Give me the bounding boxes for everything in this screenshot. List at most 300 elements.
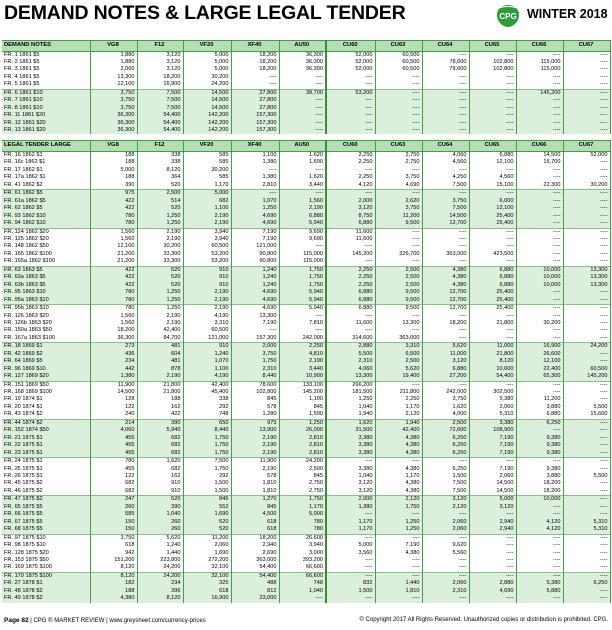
price-cell: ---- [563,542,610,549]
price-cell: ---- [516,557,563,564]
price-cell: 5,310 [563,519,610,526]
price-cell: 520 [137,205,183,212]
price-cell: 18,200 [516,488,563,496]
price-cell: 6,880 [516,411,563,419]
table-row [2,588,610,595]
note-name-cell: FR. 63 1863 $5 [2,266,90,274]
price-cell: 3,380 [469,419,516,427]
note-name-cell: FR. 16c 1862 $1 [4,159,46,166]
price-cell: 3,750 [90,97,137,104]
table-row [2,542,610,549]
price-cell: ---- [422,335,469,343]
price-cell: 1,810 [231,480,279,487]
price-cell: 1,240 [137,542,183,549]
price-cell: 3,750 [422,396,469,403]
price-cell: ---- [326,81,375,89]
price-cell: 780 [90,213,137,220]
price-cell: 1,560 [90,313,137,320]
price-cell: ---- [563,381,610,389]
price-cell: ---- [563,435,610,442]
price-cell: ---- [375,258,422,266]
price-cell: 26,600 [279,534,326,542]
price-cell: ---- [469,89,516,97]
price-cell: 2,250 [326,174,375,181]
price-cell: 3,940 [183,236,231,243]
table-row [2,564,610,572]
price-cell: 242,000 [279,335,326,343]
price-cell: 7,500 [422,488,469,496]
price-cell: 2,060 [422,580,469,587]
price-cell: 36,300 [90,335,137,343]
table-row [2,59,610,66]
price-cell: 14,500 [422,213,469,220]
price-cell: 115,000 [516,66,563,73]
price-cell: ---- [422,228,469,236]
price-cell: 2,060 [90,66,137,73]
price-cell: ---- [326,74,375,81]
price-cell: 242,000 [422,389,469,396]
price-cell: 13,300 [563,274,610,281]
price-cell: 4,120 [516,519,563,526]
price-cell: 1,440 [375,580,422,587]
price-cell: 514 [137,198,183,205]
note-name-cell: FR. 17 1862 $1 [4,166,43,173]
price-cell: 10,000 [516,274,563,281]
price-cell: 1,750 [375,504,422,511]
column-header: CU60 [326,141,375,152]
price-cell: ---- [422,190,469,198]
table-row [2,373,610,381]
note-name-cell: FR. 128 1875 $20 [4,549,49,556]
price-cell: 162 [137,404,183,411]
price-cell: 2,190 [279,205,326,212]
price-cell: 3,440 [279,366,326,373]
column-header: CU65 [469,141,516,152]
section-title: LEGAL TENDER LARGE [2,141,90,152]
price-cell: 5,000 [90,167,137,174]
note-name-cell: FR. 61 1862 $5 [2,190,90,198]
price-cell: 9,380 [516,435,563,442]
price-cell: 6,250 [422,442,469,449]
price-cell: 910 [137,480,183,487]
price-cell: ---- [279,74,326,81]
price-cell: ---- [563,389,610,396]
price-cell: ---- [563,427,610,434]
table-row [2,404,610,411]
price-cell: 18,200 [422,320,469,327]
price-cell: ---- [422,51,469,59]
price-cell: 78,600 [422,59,469,66]
price-cell: 121,000 [183,335,231,343]
price-cell: ---- [563,396,610,403]
note-name-cell: FR. 94 1862 $10 [2,220,90,228]
price-cell: 326,700 [375,251,422,258]
table-row [2,127,610,134]
price-cell: 6,250 [422,435,469,442]
price-cell: 1,070 [231,198,279,205]
price-cell: 10,000 [516,282,563,289]
price-cell: 4,190 [183,373,231,381]
table-row [2,519,610,526]
column-header: CU63 [375,41,422,52]
price-cell: 25,400 [469,220,516,228]
price-cell: 4,120 [326,182,375,190]
price-cell: 1,940 [375,419,422,427]
price-cell: 4,120 [516,526,563,534]
price-cell: 7,500 [137,89,183,97]
price-cell: ---- [422,534,469,542]
section-header-row [2,141,610,152]
price-cell: 188 [90,151,137,159]
price-cell: 780 [90,305,137,313]
price-cell: ---- [375,167,422,174]
price-cell: 162 [137,473,183,480]
table-row [2,473,610,480]
price-cell: ---- [231,167,279,174]
note-name-cell: FR. 23 1875 $1 [2,450,90,458]
price-cell: ---- [326,572,375,580]
price-cell: 3,120 [326,488,375,496]
column-header: XF40 [231,141,279,152]
price-cell: 7,190 [231,236,279,243]
price-cell: 2,190 [137,320,183,327]
price-cell: 682 [183,198,231,205]
price-cell: 390 [90,182,137,190]
price-cell: 32,100 [183,564,231,572]
price-cell: ---- [563,167,610,174]
price-cell: 13,300 [375,320,422,327]
price-cell: 273 [90,343,137,351]
price-cell: 292 [183,404,231,411]
price-cell: ---- [422,511,469,518]
price-cell: ---- [563,305,610,313]
price-cell: 618 [231,519,279,526]
price-cell: 5,000 [183,190,231,198]
price-cell: 240 [90,411,137,419]
price-cell: 6,880 [422,366,469,373]
price-cell: 1,250 [137,213,183,220]
price-cell: ---- [326,258,375,266]
note-name-cell: FR. 6 1861 $10 [2,89,90,97]
price-cell: 234 [90,358,137,365]
price-cell: 2,250 [326,266,375,274]
table-row [2,190,610,198]
table-row [2,220,610,228]
price-cell: 16,900 [183,595,231,602]
note-name-cell: FR. 41 1862 $2 [4,181,43,188]
price-cell: ---- [563,534,610,542]
price-cell: 14,500 [90,389,137,396]
table-row [2,320,610,327]
price-cell: 585 [90,511,137,518]
price-cell: 3,440 [279,182,326,190]
price-cell: 33,300 [137,258,183,266]
page-title: DEMAND NOTES & LARGE LEGAL TENDER [4,2,406,24]
price-cell: 6,880 [326,305,375,313]
price-cell: 422 [90,198,137,205]
price-cell: ---- [516,258,563,266]
price-cell: 6,880 [469,266,516,274]
price-cell: 10,900 [279,373,326,381]
price-cell: 942 [90,550,137,557]
price-cell: 1,170 [375,473,422,480]
price-cell: ---- [326,243,375,250]
price-cell: 8,440 [183,427,231,434]
note-name-cell: FR. 168 1869 $100 [4,389,52,396]
table-row [2,174,610,181]
price-cell: 1,810 [375,588,422,595]
price-cell: 3,380 [326,442,375,449]
price-cell: 21,800 [137,389,183,396]
price-cell: 436 [90,351,137,358]
price-cell: 393,200 [279,557,326,564]
price-cell: 3,880 [516,473,563,480]
note-name-cell: FR. 153 1875 $50 [4,557,49,563]
price-cell: ---- [563,190,610,198]
price-cell: ---- [279,167,326,174]
price-cell: 60,500 [563,366,610,373]
price-cell: 188 [137,396,183,403]
price-cell: 142,200 [183,112,231,119]
price-cell: 481 [137,343,183,351]
price-cell: ---- [563,213,610,220]
price-cell: 455 [90,450,137,458]
price-cell: 12,100 [469,205,516,212]
note-name-cell: FR. 64 1869 $5 [2,358,90,365]
table-row [2,534,610,542]
price-cell: 3,940 [279,542,326,549]
table-row [2,74,610,81]
price-cell: 16,900 [516,343,563,351]
price-cell: 36,300 [90,112,137,119]
price-cell: 6,500 [375,351,422,358]
price-cell: 780 [90,220,137,228]
price-cell: 2,620 [375,198,422,205]
price-cell: 12,700 [422,305,469,313]
price-cell: 3,880 [516,404,563,411]
note-name-cell: FR. 16 1862 $1 [4,151,43,158]
price-cell: 9,500 [375,289,422,296]
price-cell: 9,500 [375,297,422,305]
price-cell: ---- [375,313,422,320]
price-cell: 2,810 [279,442,326,449]
column-header: CU64 [422,141,469,152]
price-cell: 42,400 [183,381,231,389]
price-cell: ---- [563,550,610,557]
price-cell: 60,500 [183,243,231,250]
price-cell: 54,400 [469,373,516,381]
price-cell: 1,170 [279,504,326,511]
price-cell: 15,600 [563,411,610,419]
note-name-cell: FR. 93 1862 $10 [2,213,90,220]
column-header: VG8 [90,141,137,152]
price-cell: 1,240 [183,351,231,358]
price-cell: 3,310 [375,343,422,351]
price-cell: 5,620 [137,534,183,542]
note-name-cell: FR. 126 1863 $20 [4,312,49,319]
price-cell: 2,000 [231,343,279,351]
price-cell: ---- [231,74,279,81]
table-row [2,236,610,243]
price-cell: 12,700 [422,297,469,305]
price-cell: 1,240 [231,282,279,289]
note-name-cell: FR. 48 1878 $2 [2,588,90,595]
price-cell: 36,300 [279,59,326,66]
price-cell: 1,250 [137,220,183,228]
note-name-cell: FR. 165a 1862 $100 [4,258,56,265]
table-row [2,289,610,296]
price-cell: 1,500 [183,480,231,487]
column-header: XF40 [231,41,279,52]
price-cell: ---- [422,564,469,572]
price-cell: 363,000 [375,335,422,343]
price-cell: 13,300 [563,282,610,289]
price-cell: 2,190 [183,289,231,296]
price-cell: 2,500 [137,190,183,198]
price-cell: 145,200 [326,251,375,258]
price-cell: 9,500 [375,305,422,313]
table-row [2,112,610,119]
price-cell: 45,400 [183,389,231,396]
price-cell: 22,400 [516,366,563,373]
note-name-cell: FR. 21 1875 $1 [2,435,90,442]
price-cell: 682 [137,450,183,458]
price-cell: 6,880 [326,220,375,228]
price-cell: ---- [563,504,610,511]
price-cell: 910 [183,343,231,351]
price-cell: ---- [563,251,610,258]
price-cell: 18,200 [231,51,279,59]
price-cell: 1,690 [279,159,326,166]
table-row [2,450,610,458]
price-cell: ---- [375,74,422,81]
price-cell: 27,800 [231,105,279,112]
price-cell: 682 [137,466,183,473]
price-cell: ---- [516,251,563,258]
column-header: CU60 [326,41,375,52]
price-cell: ---- [563,105,610,112]
price-cell: 1,440 [137,550,183,557]
price-cell: 4,190 [183,313,231,320]
price-cell: 422 [90,205,137,212]
column-header: AU50 [279,141,326,152]
price-cell: 3,750 [90,105,137,112]
price-cell: 585 [183,159,231,166]
note-name-cell: FR. 67 1875 $5 [2,519,90,526]
price-cell: 31,500 [326,427,375,434]
price-cell: 845 [279,473,326,480]
price-cell: ---- [279,327,326,334]
price-cell: 102,800 [469,59,516,66]
price-cell: 618 [183,588,231,595]
price-cell: ---- [516,167,563,174]
price-cell: 520 [183,519,231,526]
price-cell: 338 [137,159,183,166]
price-cell: 2,060 [422,519,469,526]
price-cell: 845 [279,404,326,411]
table-row [2,89,610,97]
price-cell: 3,120 [326,205,375,212]
price-cell: 2,190 [231,435,279,442]
price-cell: 5,310 [563,526,610,534]
price-cell: 145,200 [563,373,610,381]
price-cell: 182 [90,580,137,587]
price-cell: 11,600 [326,236,375,243]
price-cell: 325 [183,580,231,587]
price-cell: ---- [326,595,375,602]
price-cell: 181,500 [326,389,375,396]
price-cell: 11,200 [183,534,231,542]
price-cell: 150 [90,526,137,534]
table-row [2,335,610,343]
price-cell: ---- [375,557,422,564]
price-cell: 2,190 [137,313,183,320]
price-table-container [2,40,610,603]
price-cell: ---- [279,243,326,250]
price-cell: 214 [90,419,137,427]
price-cell: 1,070 [183,358,231,365]
price-cell: 25,400 [469,297,516,305]
price-cell: 15,700 [516,159,563,166]
price-cell: 4,560 [422,159,469,166]
price-cell: ---- [563,127,610,134]
price-cell: 54,400 [137,120,183,127]
price-cell: 1,750 [231,358,279,365]
table-row [2,282,610,289]
price-cell: 6,880 [469,282,516,289]
table-row [2,159,610,166]
note-name-cell: FR. 2 1861 $5 [4,58,40,65]
price-cell: 2,060 [183,542,231,549]
price-cell: 25,400 [469,213,516,220]
note-name-cell: FR. 43 1874 $2 [4,411,43,418]
price-cell: ---- [563,572,610,580]
price-cell: ---- [563,228,610,236]
price-cell: 845 [231,396,279,403]
table-row [2,213,610,220]
price-cell: 8,120 [137,595,183,602]
price-cell: 3,750 [422,198,469,205]
price-cell: 2,190 [183,213,231,220]
price-cell: 1,690 [183,550,231,557]
price-cell: ---- [326,112,375,119]
price-cell: 66,600 [279,564,326,572]
price-cell: 7,190 [469,466,516,473]
price-cell: 4,690 [231,220,279,228]
price-cell: 6,880 [469,274,516,281]
price-cell: ---- [469,327,516,334]
price-cell: 2,120 [422,504,469,511]
price-cell: 1,170 [326,519,375,526]
price-cell: 302,500 [469,389,516,396]
price-cell: 7,500 [137,97,183,104]
price-cell: 8,120 [90,572,137,580]
price-cell: ---- [563,450,610,458]
price-cell: 455 [90,435,137,442]
price-cell: ---- [516,534,563,542]
note-name-cell: FR. 46 1875 $2 [4,487,43,494]
price-cell: 8,440 [231,373,279,381]
price-cell: ---- [563,289,610,296]
price-cell: 7,190 [469,450,516,458]
price-cell: 4,690 [231,297,279,305]
price-cell: 42,400 [137,327,183,334]
price-cell: 975 [231,419,279,427]
price-cell: 9,380 [516,466,563,473]
price-cell: 748 [183,411,231,419]
price-cell: 2,810 [231,182,279,190]
price-cell: 14,500 [183,97,231,104]
